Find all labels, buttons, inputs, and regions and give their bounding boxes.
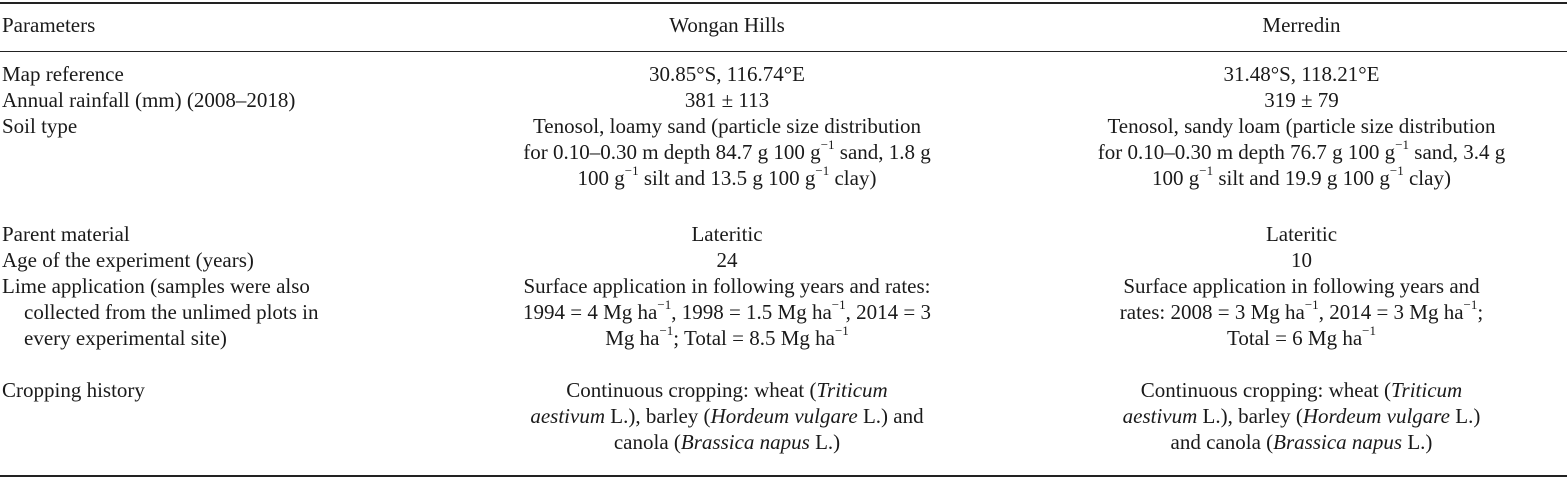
wongan-hills-value	[472, 274, 982, 351]
text-line: 100 $g^{-1}$ silt and 19.9 g 100 $g^{-1}$ clay)	[1152, 162, 1451, 190]
header-parameters: Parameters	[2, 13, 96, 37]
param-label: Annual rainfall (mm) (2008–2018)	[2, 88, 296, 112]
merredin-value: Lateritic	[1265, 222, 1338, 246]
text-line: collected from the unlimed plots in	[24, 299, 319, 324]
param-label	[2, 274, 432, 351]
merredin-value	[1036, 378, 1567, 455]
text-line: rates: 2008 = 3 Mg $ha^{-1}$, 2014 = 3 Mg $ha^{-1}$;	[1119, 296, 1484, 324]
wongan-hills-value	[472, 114, 982, 191]
merredin-value: 319 ± 79	[1264, 88, 1339, 112]
param-label: Cropping history	[2, 378, 145, 402]
text-line: Continuous cropping: wheat (Triticum	[1140, 378, 1463, 402]
merredin-value	[1036, 274, 1567, 351]
text-line: Surface application in following years and rates:	[523, 274, 931, 298]
text-line: aestivum L.), barley (Hordeum vulgare L.) and	[530, 403, 924, 428]
table-header-rule	[0, 51, 1567, 52]
text-line: every experimental site)	[24, 325, 227, 350]
wongan-hills-value: 381 ± 113	[684, 88, 770, 112]
merredin-value: 10	[1291, 248, 1312, 272]
text-line: for 0.10–0.30 m depth 76.7 g 100 $g^{-1}$ sand, 3.4 g	[1097, 136, 1506, 164]
text-line: Lime application (samples were also	[2, 274, 310, 298]
header-wongan-hills: Wongan Hills	[669, 13, 785, 37]
table-top-rule	[0, 2, 1567, 4]
merredin-value	[1036, 114, 1567, 191]
text-line: aestivum L.), barley (Hordeum vulgare L.)	[1122, 403, 1481, 428]
text-line: 100 $g^{-1}$ silt and 13.5 g 100 $g^{-1}$ clay)	[577, 162, 877, 190]
text-line: 1994 = 4 Mg $ha^{-1}$, 1998 = 1.5 Mg $ha^{-1}$, 2014 = 3	[523, 296, 931, 324]
text-line: Continuous cropping: wheat (Triticum	[566, 378, 888, 402]
wongan-hills-value	[472, 378, 982, 455]
table-bottom-rule	[0, 475, 1567, 477]
merredin-value: 31.48°S, 118.21°E	[1223, 62, 1380, 86]
text-line: Tenosol, loamy sand (particle size distribution	[532, 114, 922, 138]
param-label: Parent material	[2, 222, 130, 246]
param-label: Soil type	[2, 114, 78, 138]
text-line: for 0.10–0.30 m depth 84.7 g 100 $g^{-1}$ sand, 1.8 g	[523, 136, 931, 164]
text-line: and canola (Brassica napus L.)	[1170, 429, 1433, 454]
header-merredin: Merredin	[1262, 13, 1341, 37]
text-line: Mg $ha^{-1}$; Total = 8.5 Mg $ha^{-1}$	[605, 322, 849, 350]
text-line: Surface application in following years and	[1123, 274, 1480, 298]
text-line: canola (Brassica napus L.)	[613, 429, 841, 454]
wongan-hills-value: 30.85°S, 116.74°E	[648, 62, 806, 86]
wongan-hills-value: Lateritic	[691, 222, 763, 246]
text-line: Total = 6 Mg $ha^{-1}$	[1226, 322, 1377, 350]
wongan-hills-value: 24	[716, 248, 738, 272]
text-line: Tenosol, sandy loam (particle size distribution	[1107, 114, 1496, 138]
param-label: Age of the experiment (years)	[2, 248, 254, 272]
param-label: Map reference	[2, 62, 124, 86]
